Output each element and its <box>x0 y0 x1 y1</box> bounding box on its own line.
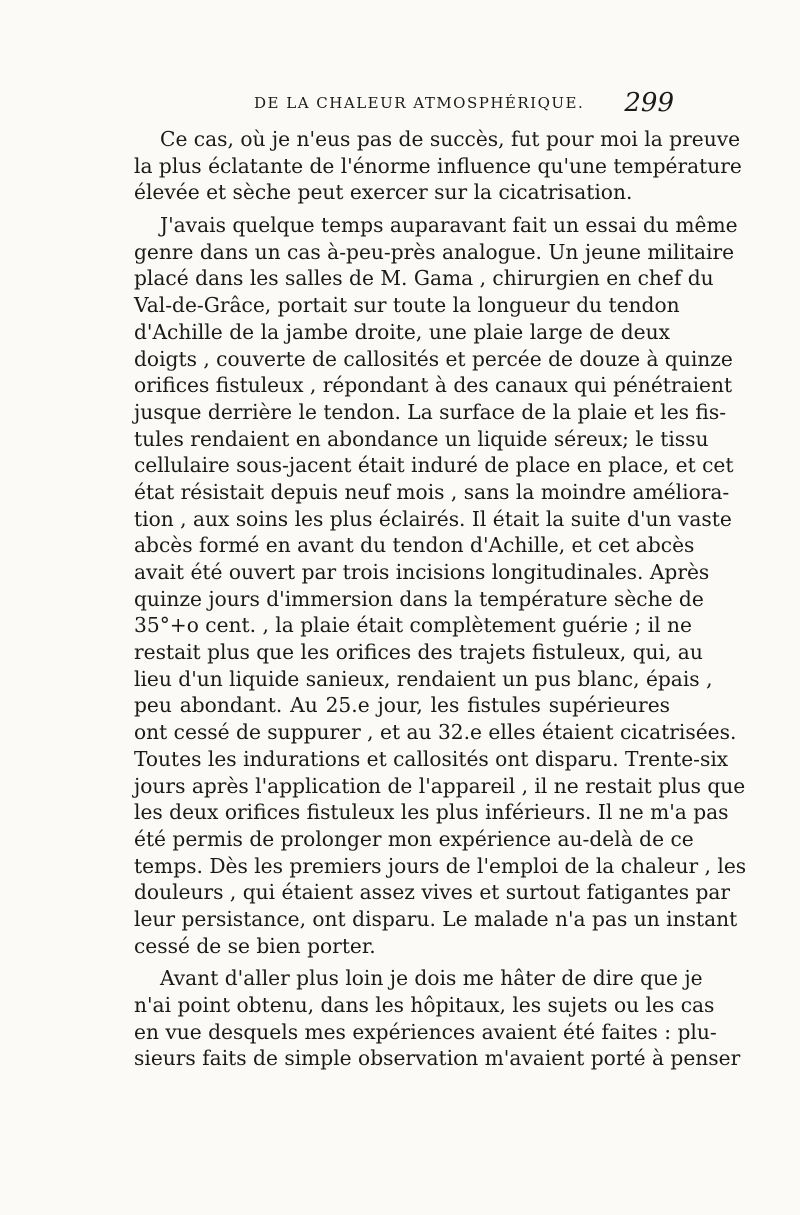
text-line: Avant d'aller plus loin je dois me hâter de dire que je <box>160 966 703 991</box>
text-line: quinze jours d'immersion dans la température sèche de <box>134 586 704 611</box>
text-line: leur persistance, ont disparu. Le malade n'a pas un instant <box>134 906 738 931</box>
text-line: placé dans les salles de M. Gama , chirurgien en chef du <box>134 266 714 291</box>
text-line: lieu d'un liquide sanieux, rendaient un pus blanc, épais , <box>134 666 713 691</box>
running-title: DE LA CHALEUR ATMOSPHÉRIQUE. <box>254 94 585 112</box>
text-line: 35°+o cent. , la plaie était complètement guérie ; il ne <box>134 613 692 638</box>
paragraph <box>134 965 741 1072</box>
text-line: J'avais quelque temps auparavant fait un essai du même <box>160 213 738 238</box>
body-text <box>134 126 747 1072</box>
text-line: cellulaire sous-jacent était induré de place en place, et cet <box>134 453 734 478</box>
text-line: les deux orifices fistuleux les plus inférieurs. Il ne m'a pas <box>134 800 729 825</box>
paragraph <box>134 126 742 206</box>
text-line: d'Achille de la jambe droite, une plaie large de deux <box>134 319 670 344</box>
text-line: en vue desquels mes expériences avaient été faites : plu- <box>134 1019 717 1044</box>
text-line: orifices fistuleux , répondant à des canaux qui pénétraient <box>134 373 733 398</box>
text-line: été permis de prolonger mon expérience au-delà de ce <box>134 826 694 851</box>
text-line: temps. Dès les premiers jours de l'emploi de la chaleur , les <box>134 853 747 878</box>
text-line: n'ai point obtenu, dans les hôpitaux, les sujets ou les cas <box>134 993 715 1017</box>
page-number: 299 <box>624 88 674 118</box>
text-line: tules rendaient en abondance un liquide séreux; le tissu <box>134 426 709 451</box>
text-line: élevée et sèche peut exercer sur la cicatrisation. <box>134 180 633 205</box>
text-line: Toutes les indurations et callosités ont disparu. Trente-six <box>134 746 729 771</box>
paragraph <box>134 212 747 959</box>
text-line: état résistait depuis neuf mois , sans la moindre améliora- <box>134 479 730 504</box>
text-line: Ce cas, où je n'eus pas de succès, fut pour moi la preuve <box>160 127 741 151</box>
text-line: tion , aux soins les plus éclairés. Il était la suite d'un vaste <box>134 506 732 531</box>
text-line: avait été ouvert par trois incisions longitudinales. Après <box>134 560 710 584</box>
text-line: peu abondant. Au 25.e jour, les fistules supérieures <box>134 693 670 718</box>
text-line: ont cessé de suppurer , et au 32.e elles étaient cicatrisées. <box>134 720 737 745</box>
text-line: douleurs , qui étaient assez vives et surtout fatigantes par <box>134 880 731 905</box>
text-line: genre dans un cas à-peu-près analogue. Un jeune militaire <box>134 239 735 264</box>
text-line: sieurs faits de simple observation m'avaient porté à penser <box>134 1046 741 1071</box>
text-line: jours après l'application de l'appareil , il ne restait plus que <box>134 773 746 798</box>
text-line: la plus éclatante de l'énorme influence qu'une température <box>134 153 742 178</box>
text-line: doigts , couverte de callosités et percée de douze à quinze <box>134 346 733 371</box>
text-line: restait plus que les orifices des trajets fistuleux, qui, au <box>134 640 703 665</box>
text-line: Val-de-Grâce, portait sur toute la longueur du tendon <box>134 293 680 318</box>
text-line: cessé de se bien porter. <box>134 933 376 958</box>
text-line: jusque derrière le tendon. La surface de la plaie et les fis- <box>134 399 727 424</box>
running-head <box>134 88 674 122</box>
text-line: abcès formé en avant du tendon d'Achille, et cet abcès <box>134 533 695 558</box>
